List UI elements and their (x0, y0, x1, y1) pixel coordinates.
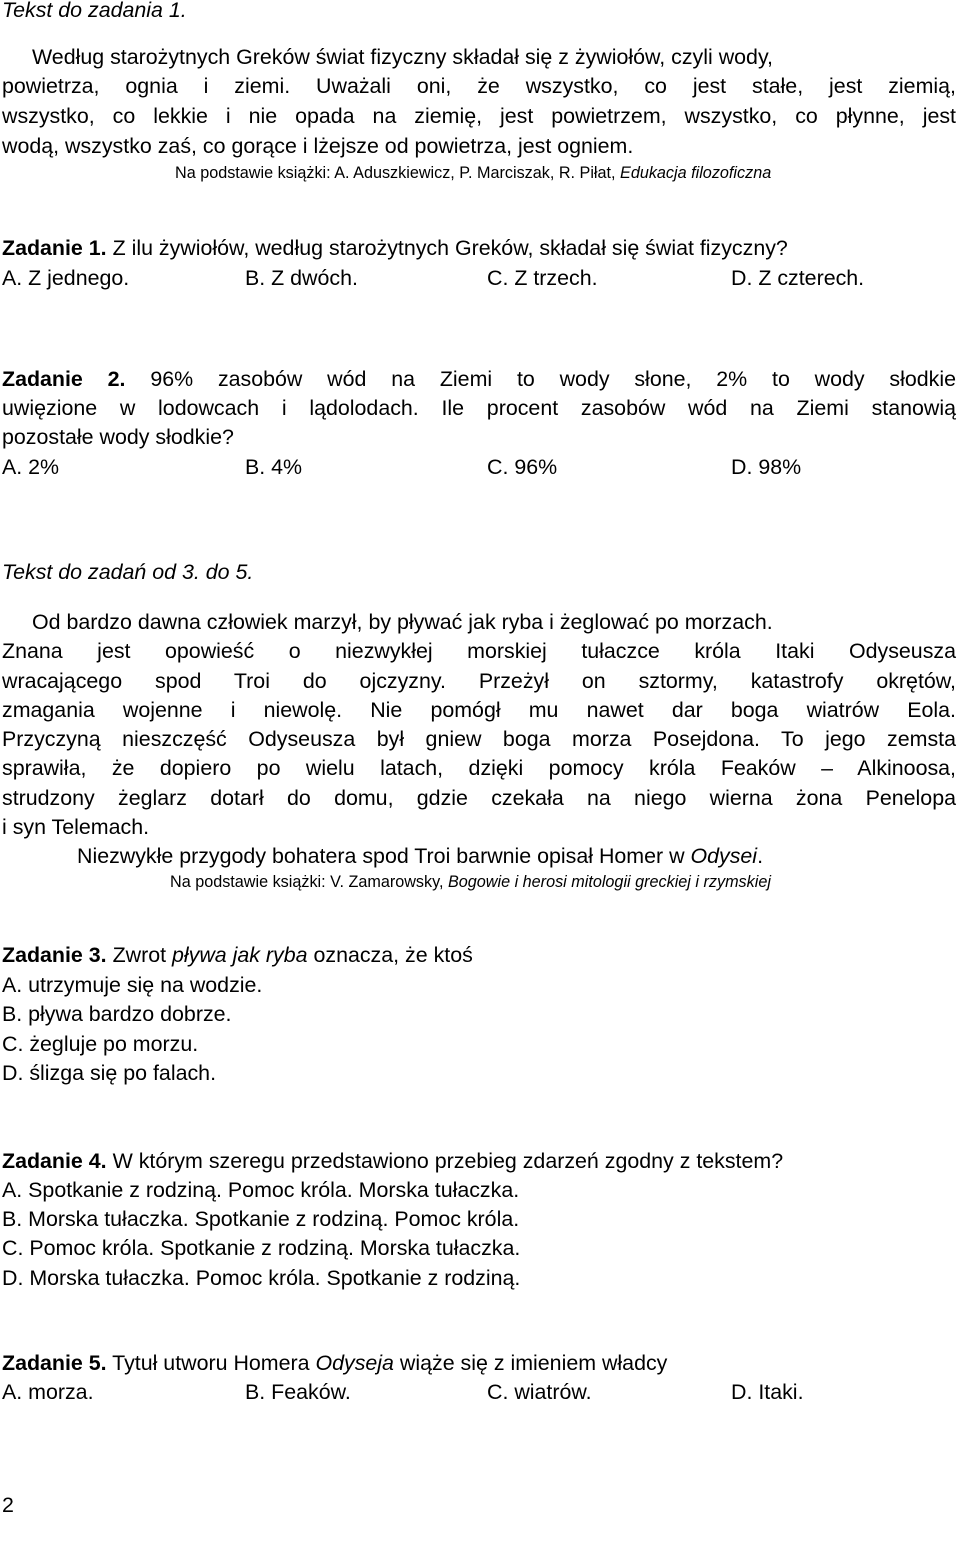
paragraph-line: Przyczyną nieszczęść Odyseusza był gniew boga morza Posejdona. To jego zemsta (2, 727, 956, 751)
task-1-question (2, 238, 788, 259)
option-b: B. 4% (245, 455, 303, 479)
option-a: A. Z jednego. (2, 266, 130, 290)
option-a: A. Spotkanie z rodziną. Pomoc króla. Morska tułaczka. (2, 1178, 520, 1202)
option-d: D. Z czterech. (731, 266, 865, 290)
closing-prefix: Niezwykłe przygody bohatera spod Troi barwnie opisał Homer w (77, 844, 691, 868)
paragraph-line: strudzony żeglarz dotarł do domu, gdzie czekała na niego wierna żona Penelopa (2, 786, 956, 810)
option-d: D. ślizga się po falach. (2, 1061, 217, 1085)
source-prefix: Na podstawie książki: V. Zamarowsky, (170, 873, 448, 891)
option-d: D. Morska tułaczka. Pomoc króla. Spotkanie z rodziną. (2, 1266, 521, 1290)
paragraph-line: wracającego spod Troi do ojczyzny. Przeżył on sztormy, katastrofy okrętów, (2, 669, 956, 693)
task-label: Zadanie 4. (2, 1149, 107, 1173)
task-label: Zadanie 5. (2, 1351, 107, 1375)
question-text: Z ilu żywiołów, według starożytnych Greków, składał się świat fizyczny? (106, 236, 788, 260)
paragraph-line: i syn Telemach. (2, 815, 150, 839)
option-a: A. 2% (2, 455, 60, 479)
paragraph-line: powietrza, ognia i ziemi. Uważali oni, że wszystko, co jest stałe, jest ziemią, (2, 74, 956, 98)
option-b: B. Feaków. (245, 1380, 351, 1404)
task-label: Zadanie 3. (2, 943, 107, 967)
paragraph-line: Od bardzo dawna człowiek marzył, by pływać jak ryba i żeglować po morzach. (32, 610, 773, 634)
question-text: W którym szeregu przedstawiono przebieg zdarzeń zgodny z tekstem? (106, 1149, 784, 1173)
section-heading: Tekst do zadania 1. (2, 0, 187, 22)
option-a: A. utrzymuje się na wodzie. (2, 973, 263, 997)
source-title: Bogowie i herosi mitologii greckiej i rzymskiej (447, 873, 771, 891)
section-heading: Tekst do zadań od 3. do 5. (2, 560, 254, 584)
task-2-question-line: pozostałe wody słodkie? (2, 425, 234, 449)
option-c: C. wiatrów. (487, 1380, 592, 1404)
task-3-question (2, 945, 473, 966)
question-suffix: wiąże się z imieniem władcy (393, 1351, 668, 1375)
question-text: 96% zasobów wód na Ziemi to wody słone, 2% to wody słodkie (125, 367, 956, 391)
paragraph-line: Znana jest opowieść o niezwykłej morskiej tułaczce króla Itaki Odyseusza (2, 639, 956, 663)
option-a: A. morza. (2, 1380, 94, 1404)
closing-suffix: . (757, 844, 764, 868)
option-c: C. żegluje po morzu. (2, 1032, 199, 1056)
closing-title: Odysei (690, 844, 758, 868)
paragraph-line: wodą, wszystko zaś, co gorące i lżejsze od powietrza, jest ogniem. (2, 134, 634, 158)
page-number: 2 (2, 1493, 14, 1517)
task-label: Zadanie 2. (2, 367, 126, 391)
option-c: C. 96% (487, 455, 558, 479)
paragraph-line: wszystko, co lekkie i nie opada na ziemię, jest powietrzem, wszystko, co płynne, jest (2, 104, 956, 128)
question-title: Odyseja (315, 1351, 394, 1375)
question-prefix: Tytuł utworu Homera (106, 1351, 316, 1375)
option-b: B. Z dwóch. (245, 266, 358, 290)
paragraph-line: Według starożytnych Greków świat fizyczny składał się z żywiołów, czyli wody, (32, 45, 773, 69)
task-5-question (2, 1353, 667, 1374)
option-c: C. Z trzech. (487, 266, 598, 290)
question-prefix: Zwrot (106, 943, 172, 967)
option-d: D. 98% (731, 455, 802, 479)
paragraph-line: zmagania wojenne i niewolę. Nie pomógł mu nawet dar boga wiatrów Eola. (2, 698, 956, 722)
task-label: Zadanie 1. (2, 236, 107, 260)
task-2-question-line (2, 369, 956, 390)
option-c: C. Pomoc króla. Spotkanie z rodziną. Morska tułaczka. (2, 1236, 521, 1260)
source-citation (170, 874, 771, 890)
task-4-question (2, 1151, 783, 1172)
source-citation (175, 165, 771, 181)
question-suffix: oznacza, że ktoś (307, 943, 473, 967)
closing-line (77, 846, 763, 867)
option-b: B. pływa bardzo dobrze. (2, 1002, 232, 1026)
question-phrase: pływa jak ryba (172, 943, 308, 967)
paragraph-line: sprawiła, że dopiero po wielu latach, dzięki pomocy króla Feaków – Alkinoosa, (2, 756, 956, 780)
source-prefix: Na podstawie książki: A. Aduszkiewicz, P. Marciszak, R. Piłat, (175, 164, 621, 182)
source-title: Edukacja filozoficzna (620, 164, 772, 182)
option-b: B. Morska tułaczka. Spotkanie z rodziną. Pomoc króla. (2, 1207, 520, 1231)
task-2-question-line: uwięzione w lodowcach i lądolodach. Ile procent zasobów wód na Ziemi stanowią (2, 396, 956, 420)
option-d: D. Itaki. (731, 1380, 804, 1404)
